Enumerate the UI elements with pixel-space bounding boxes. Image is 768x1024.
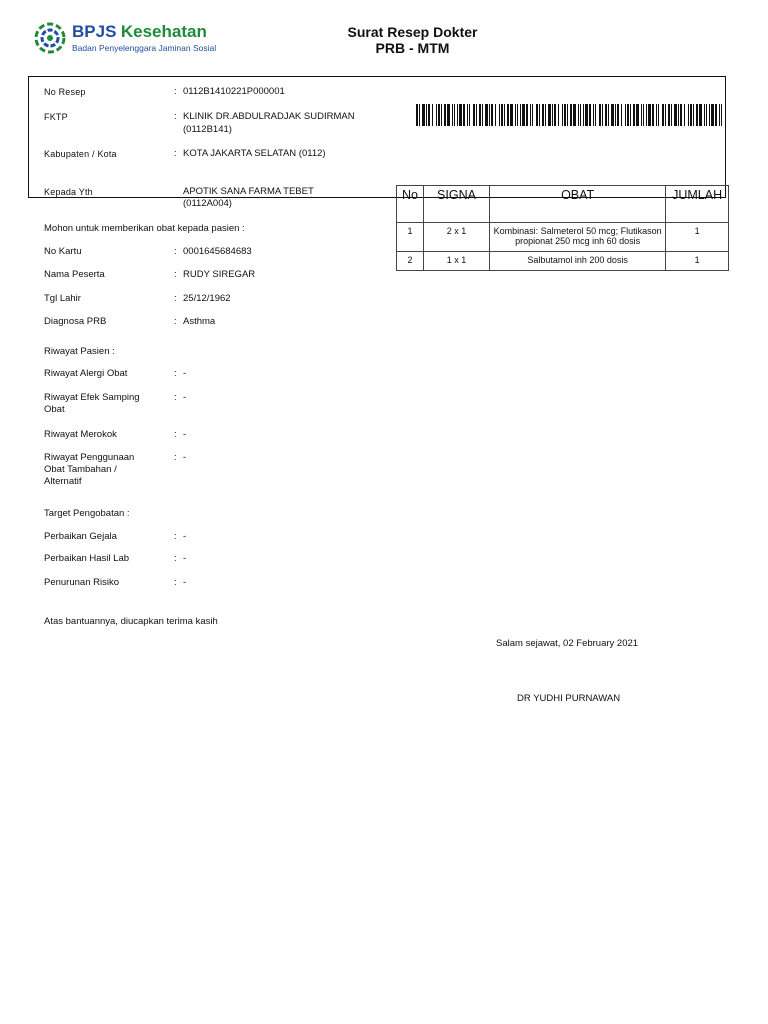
riwayat-efek-value: - — [183, 392, 187, 403]
document-subtitle: PRB - MTM — [375, 40, 450, 56]
separator: : — [174, 86, 177, 97]
riwayat-penggunaan-label-line2: Obat Tambahan / — [44, 464, 117, 475]
fktp-label: FKTP — [44, 112, 68, 122]
apotik-name: APOTIK SANA FARMA TEBET — [183, 186, 314, 197]
kota-label: Kabupaten / Kota — [44, 149, 117, 159]
separator: : — [174, 577, 177, 588]
riwayat-merokok-value: - — [183, 429, 187, 440]
greeting-date: Salam sejawat, 02 February 2021 — [496, 638, 639, 649]
riwayat-penggunaan-label-line1: Riwayat Penggunaan — [44, 452, 135, 463]
riwayat-efek-label-line2: Obat — [44, 404, 65, 415]
perbaikan-lab-label: Perbaikan Hasil Lab — [44, 553, 130, 564]
perbaikan-gejala-value: - — [183, 531, 187, 542]
diagnosa-value: Asthma — [183, 316, 216, 327]
no-resep-value: 0112B1410221P000001 — [183, 86, 285, 97]
header-no: No — [397, 186, 424, 223]
row-jumlah: 1 — [666, 223, 729, 252]
kepada-label: Kepada Yth — [44, 187, 93, 197]
separator: : — [174, 429, 177, 440]
barcode — [416, 104, 726, 126]
prescription-info-box — [28, 76, 726, 198]
separator: : — [174, 553, 177, 564]
fktp-value-line1: KLINIK DR.ABDULRADJAK SUDIRMAN — [183, 111, 355, 122]
separator: : — [174, 368, 177, 379]
separator: : — [174, 316, 177, 327]
table-row — [397, 252, 729, 271]
kota-value: KOTA JAKARTA SELATAN (0112) — [183, 148, 326, 159]
penurunan-risiko-value: - — [183, 577, 187, 588]
no-kartu-value: 0001645684683 — [183, 246, 252, 257]
header-jumlah: JUMLAH — [666, 186, 729, 223]
nama-peserta-value: RUDY SIREGAR — [183, 269, 256, 280]
separator: : — [174, 269, 177, 280]
row-obat: Salbutamol inh 200 dosis — [489, 252, 665, 271]
fktp-value-line2: (0112B141) — [183, 124, 232, 135]
nama-peserta-label: Nama Peserta — [44, 269, 105, 280]
row-jumlah: 1 — [666, 252, 729, 271]
header-signa: SIGNA — [424, 186, 490, 223]
riwayat-heading: Riwayat Pasien : — [44, 346, 115, 357]
table-header-row — [397, 186, 729, 223]
logo-brand-bpjs: BPJS — [72, 22, 117, 41]
doctor-name: DR YUDHI PURNAWAN — [517, 693, 621, 704]
thanks-text: Atas bantuannya, diucapkan terima kasih — [44, 616, 218, 627]
target-heading: Target Pengobatan : — [44, 508, 130, 519]
logo-brand-kesehatan: Kesehatan — [120, 22, 207, 41]
prescription-table — [396, 185, 729, 271]
row-no: 2 — [397, 252, 424, 271]
row-obat: Kombinasi: Salmeterol 50 mcg; Flutikason propionat 250 mcg inh 60 dosis — [489, 223, 665, 252]
riwayat-alergi-value: - — [183, 368, 187, 379]
request-text: Mohon untuk memberikan obat kepada pasien : — [44, 223, 245, 234]
table-row — [397, 223, 729, 252]
riwayat-penggunaan-value: - — [183, 452, 187, 463]
header-obat: OBAT — [489, 186, 665, 223]
penurunan-risiko-label: Penurunan Risiko — [44, 577, 119, 588]
tgl-lahir-label: Tgl Lahir — [44, 293, 81, 304]
no-resep-label: No Resep — [44, 87, 86, 97]
separator: : — [174, 293, 177, 304]
separator: : — [174, 148, 177, 159]
riwayat-efek-label-line1: Riwayat Efek Samping — [44, 392, 140, 403]
apotik-code: (0112A004) — [183, 198, 232, 209]
perbaikan-lab-value: - — [183, 553, 187, 564]
separator: : — [174, 246, 177, 257]
separator: : — [174, 531, 177, 542]
separator: : — [174, 392, 177, 403]
riwayat-alergi-label: Riwayat Alergi Obat — [44, 368, 128, 379]
document-title: Surat Resep Dokter — [347, 24, 478, 40]
riwayat-merokok-label: Riwayat Merokok — [44, 429, 117, 440]
row-no: 1 — [397, 223, 424, 252]
diagnosa-label: Diagnosa PRB — [44, 316, 107, 327]
logo-subtitle: Badan Penyelenggara Jaminan Sosial — [72, 43, 217, 53]
riwayat-penggunaan-label-line3: Alternatif — [44, 476, 82, 487]
perbaikan-gejala-label: Perbaikan Gejala — [44, 531, 117, 542]
separator: : — [174, 111, 177, 122]
row-signa: 2 x 1 — [424, 223, 490, 252]
separator: : — [174, 452, 177, 463]
tgl-lahir-value: 25/12/1962 — [183, 293, 231, 304]
no-kartu-label: No Kartu — [44, 246, 82, 257]
row-signa: 1 x 1 — [424, 252, 490, 271]
